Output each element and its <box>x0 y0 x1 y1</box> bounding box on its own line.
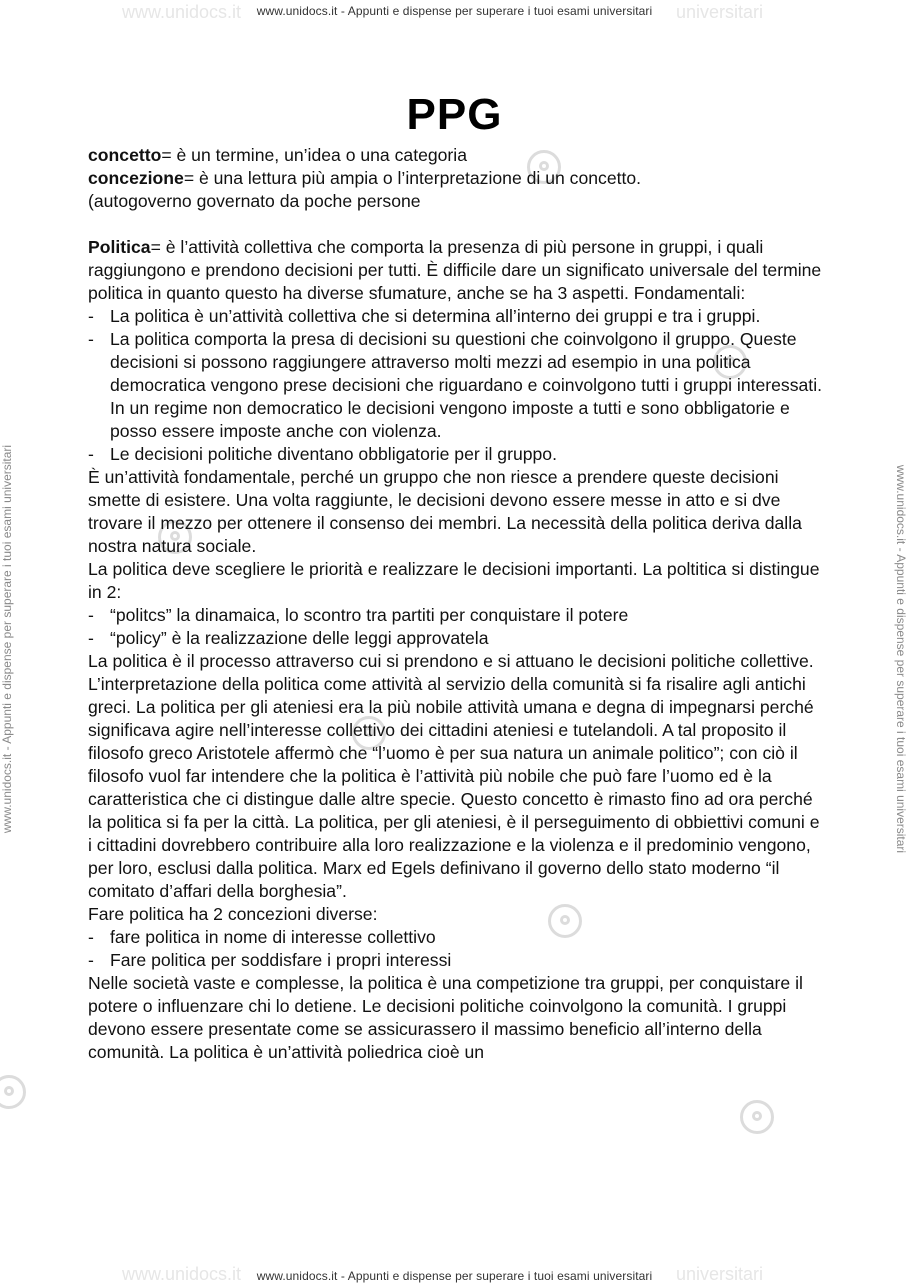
definition-text: = è un termine, un’idea o una categoria <box>161 145 467 165</box>
list-item: - La politica è un’attività collettiva che si determina all’interno dei gruppi e tra i gruppi. <box>88 306 761 326</box>
document-title: PPG <box>406 90 503 139</box>
document-body <box>88 144 828 1064</box>
paragraph: La politica deve scegliere le priorità e realizzare le decisioni importanti. La poltitica si distingue in 2: <box>88 559 820 602</box>
definition-concezione <box>88 167 828 190</box>
definition-concetto <box>88 144 828 167</box>
unidocs-logo-icon <box>0 1075 26 1109</box>
term: Politica <box>88 237 151 257</box>
watermark-ghost-bottom: www.unidocs.it <box>122 1264 242 1284</box>
term: concetto <box>88 145 162 165</box>
list-item: - La politica comporta la presa di decisioni su questioni che coinvolgono il gruppo. Queste decisioni si possono raggiungere attraverso molti mezzi ad esempio in una politica democratica vengono prese decisioni che riguardano e coinvolgono tutti i gruppi interessati. In un regime non democratico le decisioni vengono imposte a tutti e sono obbligatorie e posso essere imposte anche con violenza. <box>88 329 822 441</box>
watermark-right: www.unidocs.it - Appunti e dispense per superare i tuoi esami universitari <box>894 464 908 854</box>
paragraph: Fare politica ha 2 concezioni diverse: <box>88 904 378 924</box>
list-item: - “politcs” la dinamaica, lo scontro tra partiti per conquistare il potere <box>88 605 629 625</box>
paragraph: La politica è il processo attraverso cui si prendono e si attuano le decisioni politiche collettive. <box>88 651 814 671</box>
definition-text: = è l’attività collettiva che comporta la presenza di più persone in gruppi, i quali raggiungono e prendono decisioni per tutti. È difficile dare un significato universale del termine politica in quanto questo ha diverse sfumature, anche se ha 3 aspetti. Fondamentali: <box>88 237 822 303</box>
watermark-left: www.unidocs.it - Appunti e dispense per superare i tuoi esami universitari <box>0 444 14 834</box>
watermark-ghost-bottom-right: universitari <box>676 1264 764 1284</box>
watermark-bottom: www.unidocs.it - Appunti e dispense per superare i tuoi esami universitari <box>256 1269 653 1283</box>
list-item: - Fare politica per soddisfare i propri interessi <box>88 950 452 970</box>
paragraph: L’interpretazione della politica come attività al servizio della comunità si fa risalire agli antichi greci. La politica per gli ateniesi era la più nobile attività umana e degna di impegnarsi perché significava agire nell’interesse collettivo dei cittadini ateniesi e tutelandoli. A tal proposito il filosofo greco Aristotele affermò che “l’uomo è per sua natura un animale politico”; con ciò il filosofo vuol far intendere che la politica è l’attività più nobile che può fare l’uomo ed è la caratteristica che ci distingue dalle altre specie. Questo concetto è rimasto fino ad ora perché la politica si fa per la città. La politica, per gli ateniesi, è il perseguimento di obbiettivi comuni e i cittadini dovrebbero contribuire alla loro realizzazione e la violenza e il predominio vengono, per loro, esclusi dalla politica. Marx ed Egels definivano il governo dello stato moderno “il comitato d’affari della borghesia”. <box>88 674 820 901</box>
definition-text: = è una lettura più ampia o l’interpretazione di un concetto. <box>183 168 642 188</box>
unidocs-logo-icon <box>740 1100 774 1134</box>
watermark-ghost-top: www.unidocs.it <box>122 2 242 22</box>
definition-politica <box>88 236 828 305</box>
list-item: - fare politica in nome di interesse collettivo <box>88 927 436 947</box>
list-item: - Le decisioni politiche diventano obbligatorie per il gruppo. <box>88 444 557 464</box>
watermark-top: www.unidocs.it - Appunti e dispense per superare i tuoi esami universitari <box>256 4 653 18</box>
watermark-ghost-top-right: universitari <box>676 2 764 22</box>
note-line: (autogoverno governato da poche persone <box>88 191 421 211</box>
paragraph: Nelle società vaste e complesse, la politica è una competizione tra gruppi, per conquistare il potere o influenzare chi lo detiene. Le decisioni politiche coinvolgono la comunità. I gruppi devono essere presentate come se assicurassero il massimo beneficio all’interno della comunità. La politica è un’attività poliedrica cioè un <box>88 973 803 1062</box>
list-item: - “policy” è la realizzazione delle leggi approvatela <box>88 628 489 648</box>
term: concezione <box>88 168 184 188</box>
paragraph: È un’attività fondamentale, perché un gruppo che non riesce a prendere queste decisioni smette di esistere. Una volta raggiunte, le decisioni devono essere messe in atto e si dve trovare il mezzo per ottenere il consenso dei membri. La necessità della politica deriva dalla nostra natura sociale. <box>88 467 802 556</box>
